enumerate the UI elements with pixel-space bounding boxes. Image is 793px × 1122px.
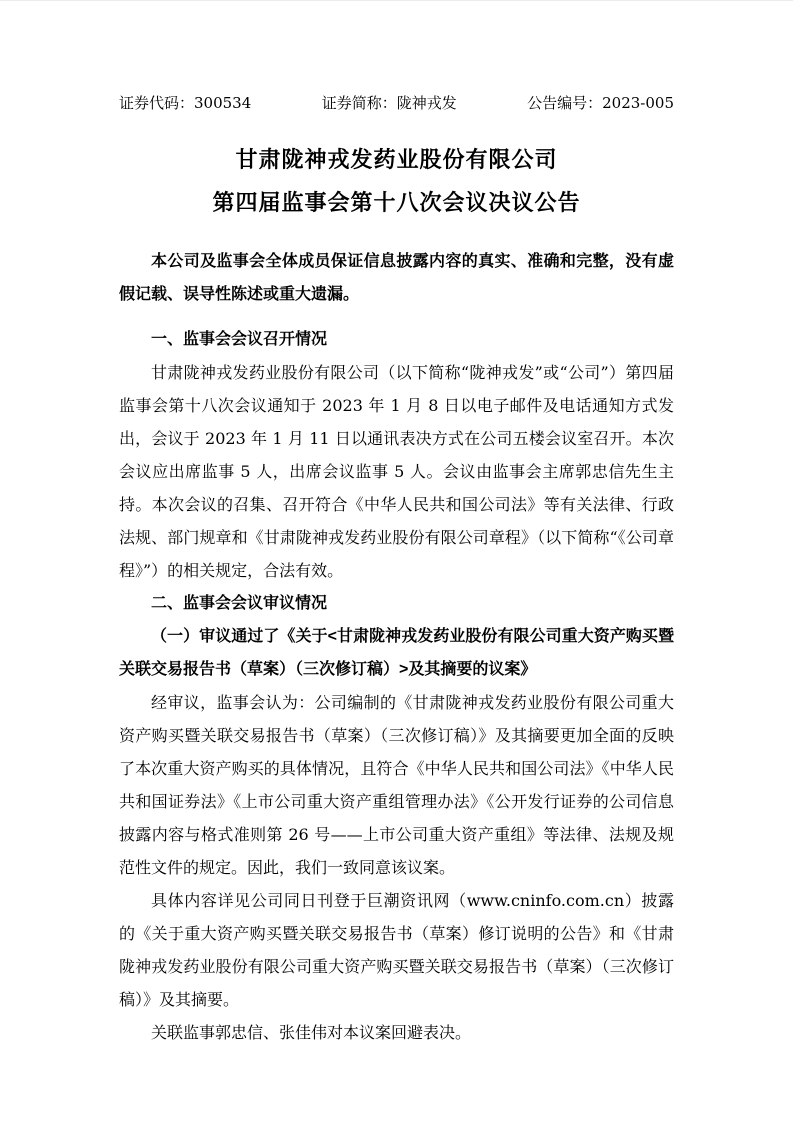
resolution-item-1-abstention-paragraph: 关联监事郭忠信、张佳伟对本议案回避表决。 (151, 1023, 472, 1042)
stock-abbreviation: 证券简称：陇神戎发 (321, 94, 457, 112)
resolution-item-1-disclosure-paragraph: 具体内容详见公司同日刊登于巨潮资讯网（www.cninfo.com.cn）披露的《关于重大资产购买暨关联交易报告书（草案）修订说明的公告》和《甘肃陇神戎发药业股份有限公司重大资产购买暨关联交易报告书（草案）（三次修订稿）》及其摘要。 (119, 891, 674, 1009)
company-title: 甘肃陇神戎发药业股份有限公司 (235, 147, 558, 172)
integrity-statement: 本公司及监事会全体成员保证信息披露内容的真实、准确和完整，没有虚假记载、误导性陈述或重大遗漏。 (119, 253, 674, 303)
resolution-item-1-paragraph: 经审议，监事会认为：公司编制的《甘肃陇神戎发药业股份有限公司重大资产购买暨关联交易报告书（草案）（三次修订稿）》及其摘要更加全面的反映了本次重大资产购买的具体情况，且符合《中华人民共和国公司法》《中华人民共和国证券法》《上市公司重大资产重组管理办法》《公开发行证券的公司信息披露内容与格式准则第 26 号——上市公司重大资产重组》等法律、法规及规范性文件的规定。因此，我们一致同意该议案。 (119, 693, 674, 877)
resolution-item-1-heading: （一）审议通过了《关于<甘肃陇神戎发药业股份有限公司重大资产购买暨关联交易报告书（草案）（三次修订稿）>及其摘要的议案》 (119, 628, 674, 678)
section-1-heading: 一、监事会会议召开情况 (151, 331, 328, 348)
announcement-number: 公告编号：2023-005 (527, 94, 674, 112)
meeting-title: 第四届监事会第十八次会议决议公告 (212, 190, 581, 215)
securities-info-header (119, 94, 674, 112)
section-1-paragraph: 甘肃陇神戎发药业股份有限公司（以下简称“陇神戎发”或“公司”）第四届监事会第十八次会议通知于 2023 年 1 月 8 日以电子邮件及电话通知方式发出，会议于 2023 年 1 月 11 日以通讯表决方式在公司五楼会议室召开。本次会议应出席监事 5 人，出席会议监事 5 人。会议由监事会主席郭忠信先生主持。本次会议的召集、召开符合《中华人民共和国公司法》等有关法律、行政法规、部门规章和《甘肃陇神戎发药业股份有限公司章程》（以下简称“《公司章程》”）的相关规定，合法有效。 (119, 363, 674, 580)
section-2-heading: 二、监事会会议审议情况 (151, 595, 328, 612)
stock-code: 证券代码：300534 (119, 94, 252, 112)
